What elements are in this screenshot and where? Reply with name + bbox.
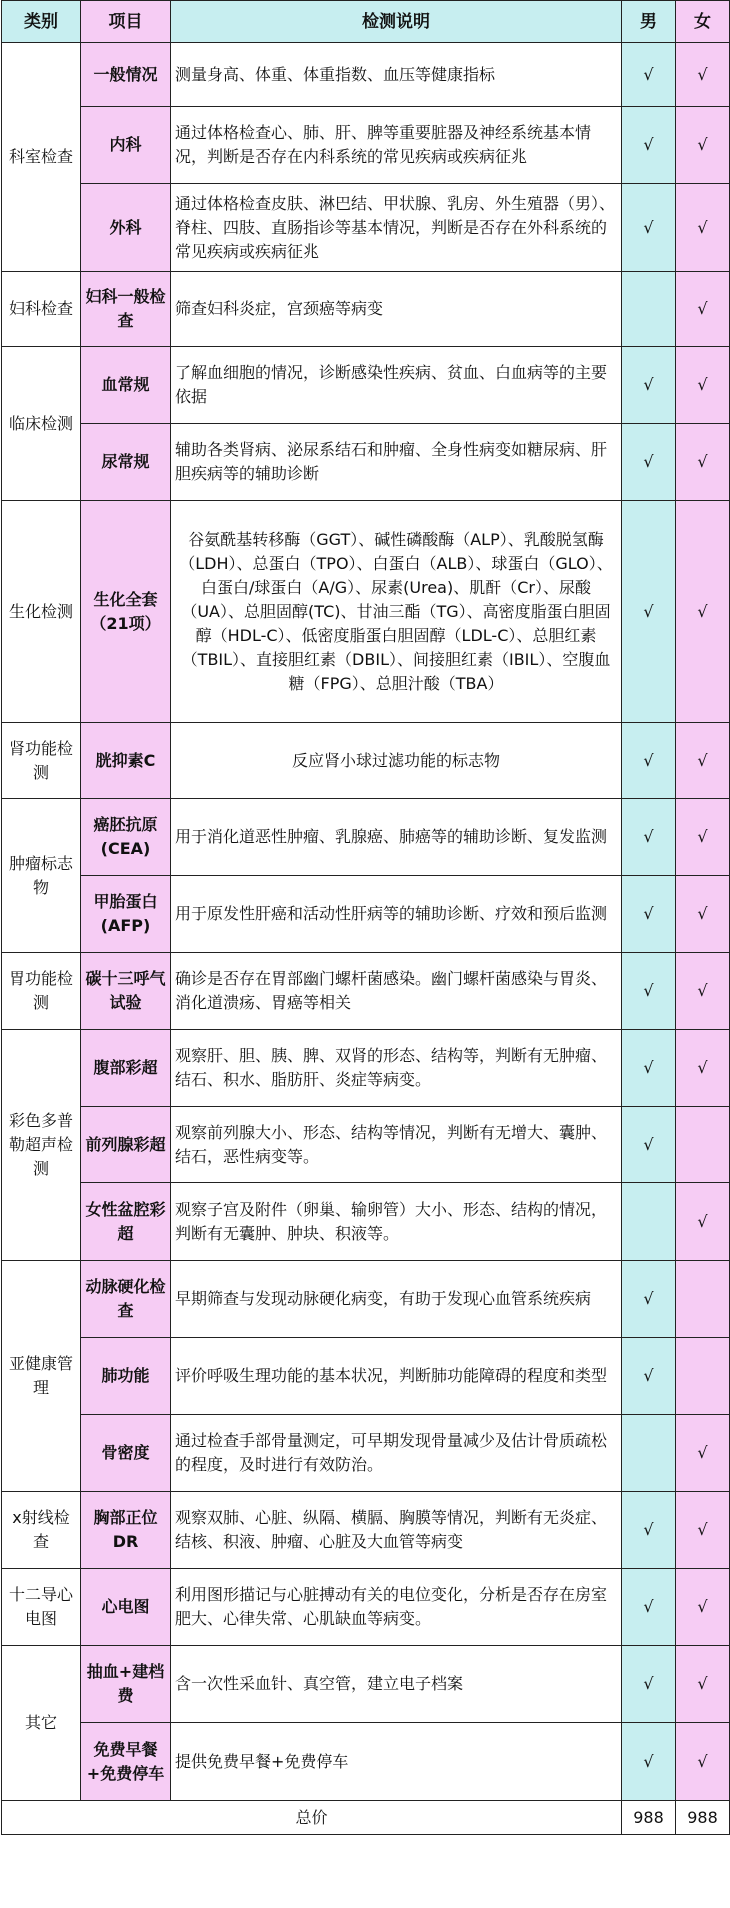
header-female: 女 xyxy=(676,1,730,43)
male-check: √ xyxy=(622,1107,676,1183)
female-check: √ xyxy=(676,1415,730,1492)
table-row xyxy=(2,723,730,799)
table-row xyxy=(2,347,730,424)
description-cell: 用于消化道恶性肿瘤、乳腺癌、肺癌等的辅助诊断、复发监测 xyxy=(171,799,622,876)
table-row xyxy=(2,1338,730,1415)
male-check: √ xyxy=(622,184,676,272)
female-check: √ xyxy=(676,501,730,723)
description-cell: 观察双肺、心脏、纵隔、横膈、胸膜等情况，判断有无炎症、结核、积液、肿瘤、心脏及大血管等病变 xyxy=(171,1492,622,1569)
category-cell: 十二导心电图 xyxy=(2,1569,81,1646)
category-cell: 肿瘤标志物 xyxy=(2,799,81,953)
item-cell: 甲胎蛋白(AFP) xyxy=(81,876,171,953)
item-cell: 肺功能 xyxy=(81,1338,171,1415)
total-male-price: 988 xyxy=(622,1801,676,1835)
male-empty xyxy=(622,1415,676,1492)
table-row xyxy=(2,1030,730,1107)
category-cell: x射线检查 xyxy=(2,1492,81,1569)
female-check: √ xyxy=(676,723,730,799)
item-cell: 抽血+建档费 xyxy=(81,1646,171,1723)
total-female-price: 988 xyxy=(676,1801,730,1835)
item-cell: 血常规 xyxy=(81,347,171,424)
male-empty xyxy=(622,1183,676,1261)
female-check: √ xyxy=(676,1030,730,1107)
description-cell: 通过体格检查心、肺、肝、脾等重要脏器及神经系统基本情况，判断是否存在内科系统的常见疾病或疾病征兆 xyxy=(171,107,622,184)
description-cell: 观察子宫及附件（卵巢、输卵管）大小、形态、结构的情况，判断有无囊肿、肿块、积液等。 xyxy=(171,1183,622,1261)
description-cell: 辅助各类肾病、泌尿系结石和肿瘤、全身性病变如糖尿病、肝胆疾病等的辅助诊断 xyxy=(171,424,622,501)
female-check: √ xyxy=(676,272,730,347)
category-cell: 胃功能检测 xyxy=(2,953,81,1030)
female-check: √ xyxy=(676,43,730,107)
table-header-row xyxy=(2,1,730,43)
description-cell: 通过体格检查皮肤、淋巴结、甲状腺、乳房、外生殖器（男）、脊柱、四肢、直肠指诊等基本情况，判断是否存在外科系统的常见疾病或疾病征兆 xyxy=(171,184,622,272)
table-row xyxy=(2,1261,730,1338)
male-check: √ xyxy=(622,43,676,107)
table-row xyxy=(2,184,730,272)
table-row xyxy=(2,799,730,876)
category-cell: 生化检测 xyxy=(2,501,81,723)
table-row xyxy=(2,424,730,501)
female-check: √ xyxy=(676,876,730,953)
item-cell: 碳十三呼气试验 xyxy=(81,953,171,1030)
male-check: √ xyxy=(622,107,676,184)
male-check: √ xyxy=(622,1723,676,1801)
table-row xyxy=(2,1646,730,1723)
item-cell: 骨密度 xyxy=(81,1415,171,1492)
male-check: √ xyxy=(622,799,676,876)
table-row xyxy=(2,876,730,953)
item-cell: 胸部正位DR xyxy=(81,1492,171,1569)
item-cell: 外科 xyxy=(81,184,171,272)
description-cell: 通过检查手部骨量测定，可早期发现骨量减少及估计骨质疏松的程度，及时进行有效防治。 xyxy=(171,1415,622,1492)
table-row xyxy=(2,1415,730,1492)
item-cell: 免费早餐+免费停车 xyxy=(81,1723,171,1801)
total-label: 总价 xyxy=(2,1801,622,1835)
female-check: √ xyxy=(676,1569,730,1646)
category-cell: 彩色多普勒超声检测 xyxy=(2,1030,81,1261)
male-check: √ xyxy=(622,723,676,799)
male-check: √ xyxy=(622,347,676,424)
male-check: √ xyxy=(622,424,676,501)
table-row xyxy=(2,272,730,347)
category-cell: 妇科检查 xyxy=(2,272,81,347)
male-check: √ xyxy=(622,876,676,953)
table-row xyxy=(2,953,730,1030)
female-check: √ xyxy=(676,424,730,501)
description-cell: 评价呼吸生理功能的基本状况，判断肺功能障碍的程度和类型 xyxy=(171,1338,622,1415)
item-cell: 动脉硬化检查 xyxy=(81,1261,171,1338)
item-cell: 腹部彩超 xyxy=(81,1030,171,1107)
female-check: √ xyxy=(676,953,730,1030)
table-row xyxy=(2,107,730,184)
male-check: √ xyxy=(622,501,676,723)
category-cell: 科室检查 xyxy=(2,43,81,272)
table-row xyxy=(2,1107,730,1183)
male-empty xyxy=(622,272,676,347)
description-cell: 提供免费早餐+免费停车 xyxy=(171,1723,622,1801)
table-row xyxy=(2,1723,730,1801)
category-cell: 亚健康管理 xyxy=(2,1261,81,1492)
item-cell: 前列腺彩超 xyxy=(81,1107,171,1183)
male-check: √ xyxy=(622,953,676,1030)
table-row xyxy=(2,43,730,107)
description-cell: 用于原发性肝癌和活动性肝病等的辅助诊断、疗效和预后监测 xyxy=(171,876,622,953)
item-cell: 心电图 xyxy=(81,1569,171,1646)
male-check: √ xyxy=(622,1569,676,1646)
description-cell: 含一次性采血针、真空管，建立电子档案 xyxy=(171,1646,622,1723)
item-cell: 胱抑素C xyxy=(81,723,171,799)
header-description: 检测说明 xyxy=(171,1,622,43)
item-cell: 一般情况 xyxy=(81,43,171,107)
female-check: √ xyxy=(676,799,730,876)
category-cell: 其它 xyxy=(2,1646,81,1801)
description-cell: 谷氨酰基转移酶（GGT）、碱性磷酸酶（ALP）、乳酸脱氢酶（LDH）、总蛋白（TPO）、白蛋白（ALB）、球蛋白（GLO）、白蛋白/球蛋白（A/G）、尿素(Urea)、肌酐（Cr）、尿酸（UA）、总胆固醇(TC)、甘油三酯（TG）、高密度脂蛋白胆固醇（HDL-C）、低密度脂蛋白胆固醇（LDL-C）、总胆红素（TBIL）、直接胆红素（DBIL）、间接胆红素（IBIL）、空腹血糖（FPG）、总胆汁酸（TBA） xyxy=(171,501,622,723)
header-category: 类别 xyxy=(2,1,81,43)
male-check: √ xyxy=(622,1492,676,1569)
header-item: 项目 xyxy=(81,1,171,43)
female-empty xyxy=(676,1338,730,1415)
table-row xyxy=(2,1569,730,1646)
header-male: 男 xyxy=(622,1,676,43)
male-check: √ xyxy=(622,1030,676,1107)
description-cell: 利用图形描记与心脏搏动有关的电位变化，分析是否存在房室肥大、心律失常、心肌缺血等病变。 xyxy=(171,1569,622,1646)
table-row xyxy=(2,1492,730,1569)
item-cell: 女性盆腔彩超 xyxy=(81,1183,171,1261)
table-row xyxy=(2,1183,730,1261)
male-check: √ xyxy=(622,1338,676,1415)
male-check: √ xyxy=(622,1261,676,1338)
female-check: √ xyxy=(676,1646,730,1723)
female-check: √ xyxy=(676,107,730,184)
description-cell: 筛查妇科炎症，宫颈癌等病变 xyxy=(171,272,622,347)
description-cell: 测量身高、体重、体重指数、血压等健康指标 xyxy=(171,43,622,107)
item-cell: 内科 xyxy=(81,107,171,184)
category-cell: 肾功能检测 xyxy=(2,723,81,799)
table-row xyxy=(2,501,730,723)
category-cell: 临床检测 xyxy=(2,347,81,501)
item-cell: 尿常规 xyxy=(81,424,171,501)
female-empty xyxy=(676,1261,730,1338)
description-cell: 了解血细胞的情况，诊断感染性疾病、贫血、白血病等的主要依据 xyxy=(171,347,622,424)
female-empty xyxy=(676,1107,730,1183)
female-check: √ xyxy=(676,184,730,272)
female-check: √ xyxy=(676,347,730,424)
male-check: √ xyxy=(622,1646,676,1723)
description-cell: 反应肾小球过滤功能的标志物 xyxy=(171,723,622,799)
description-cell: 确诊是否存在胃部幽门螺杆菌感染。幽门螺杆菌感染与胃炎、消化道溃疡、胃癌等相关 xyxy=(171,953,622,1030)
item-cell: 癌胚抗原(CEA) xyxy=(81,799,171,876)
female-check: √ xyxy=(676,1723,730,1801)
total-row xyxy=(2,1801,730,1835)
female-check: √ xyxy=(676,1183,730,1261)
description-cell: 观察前列腺大小、形态、结构等情况，判断有无增大、囊肿、结石，恶性病变等。 xyxy=(171,1107,622,1183)
female-check: √ xyxy=(676,1492,730,1569)
description-cell: 早期筛查与发现动脉硬化病变，有助于发现心血管系统疾病 xyxy=(171,1261,622,1338)
description-cell: 观察肝、胆、胰、脾、双肾的形态、结构等，判断有无肿瘤、结石、积水、脂肪肝、炎症等病变。 xyxy=(171,1030,622,1107)
item-cell: 生化全套（21项） xyxy=(81,501,171,723)
item-cell: 妇科一般检查 xyxy=(81,272,171,347)
health-check-table xyxy=(1,0,730,1835)
